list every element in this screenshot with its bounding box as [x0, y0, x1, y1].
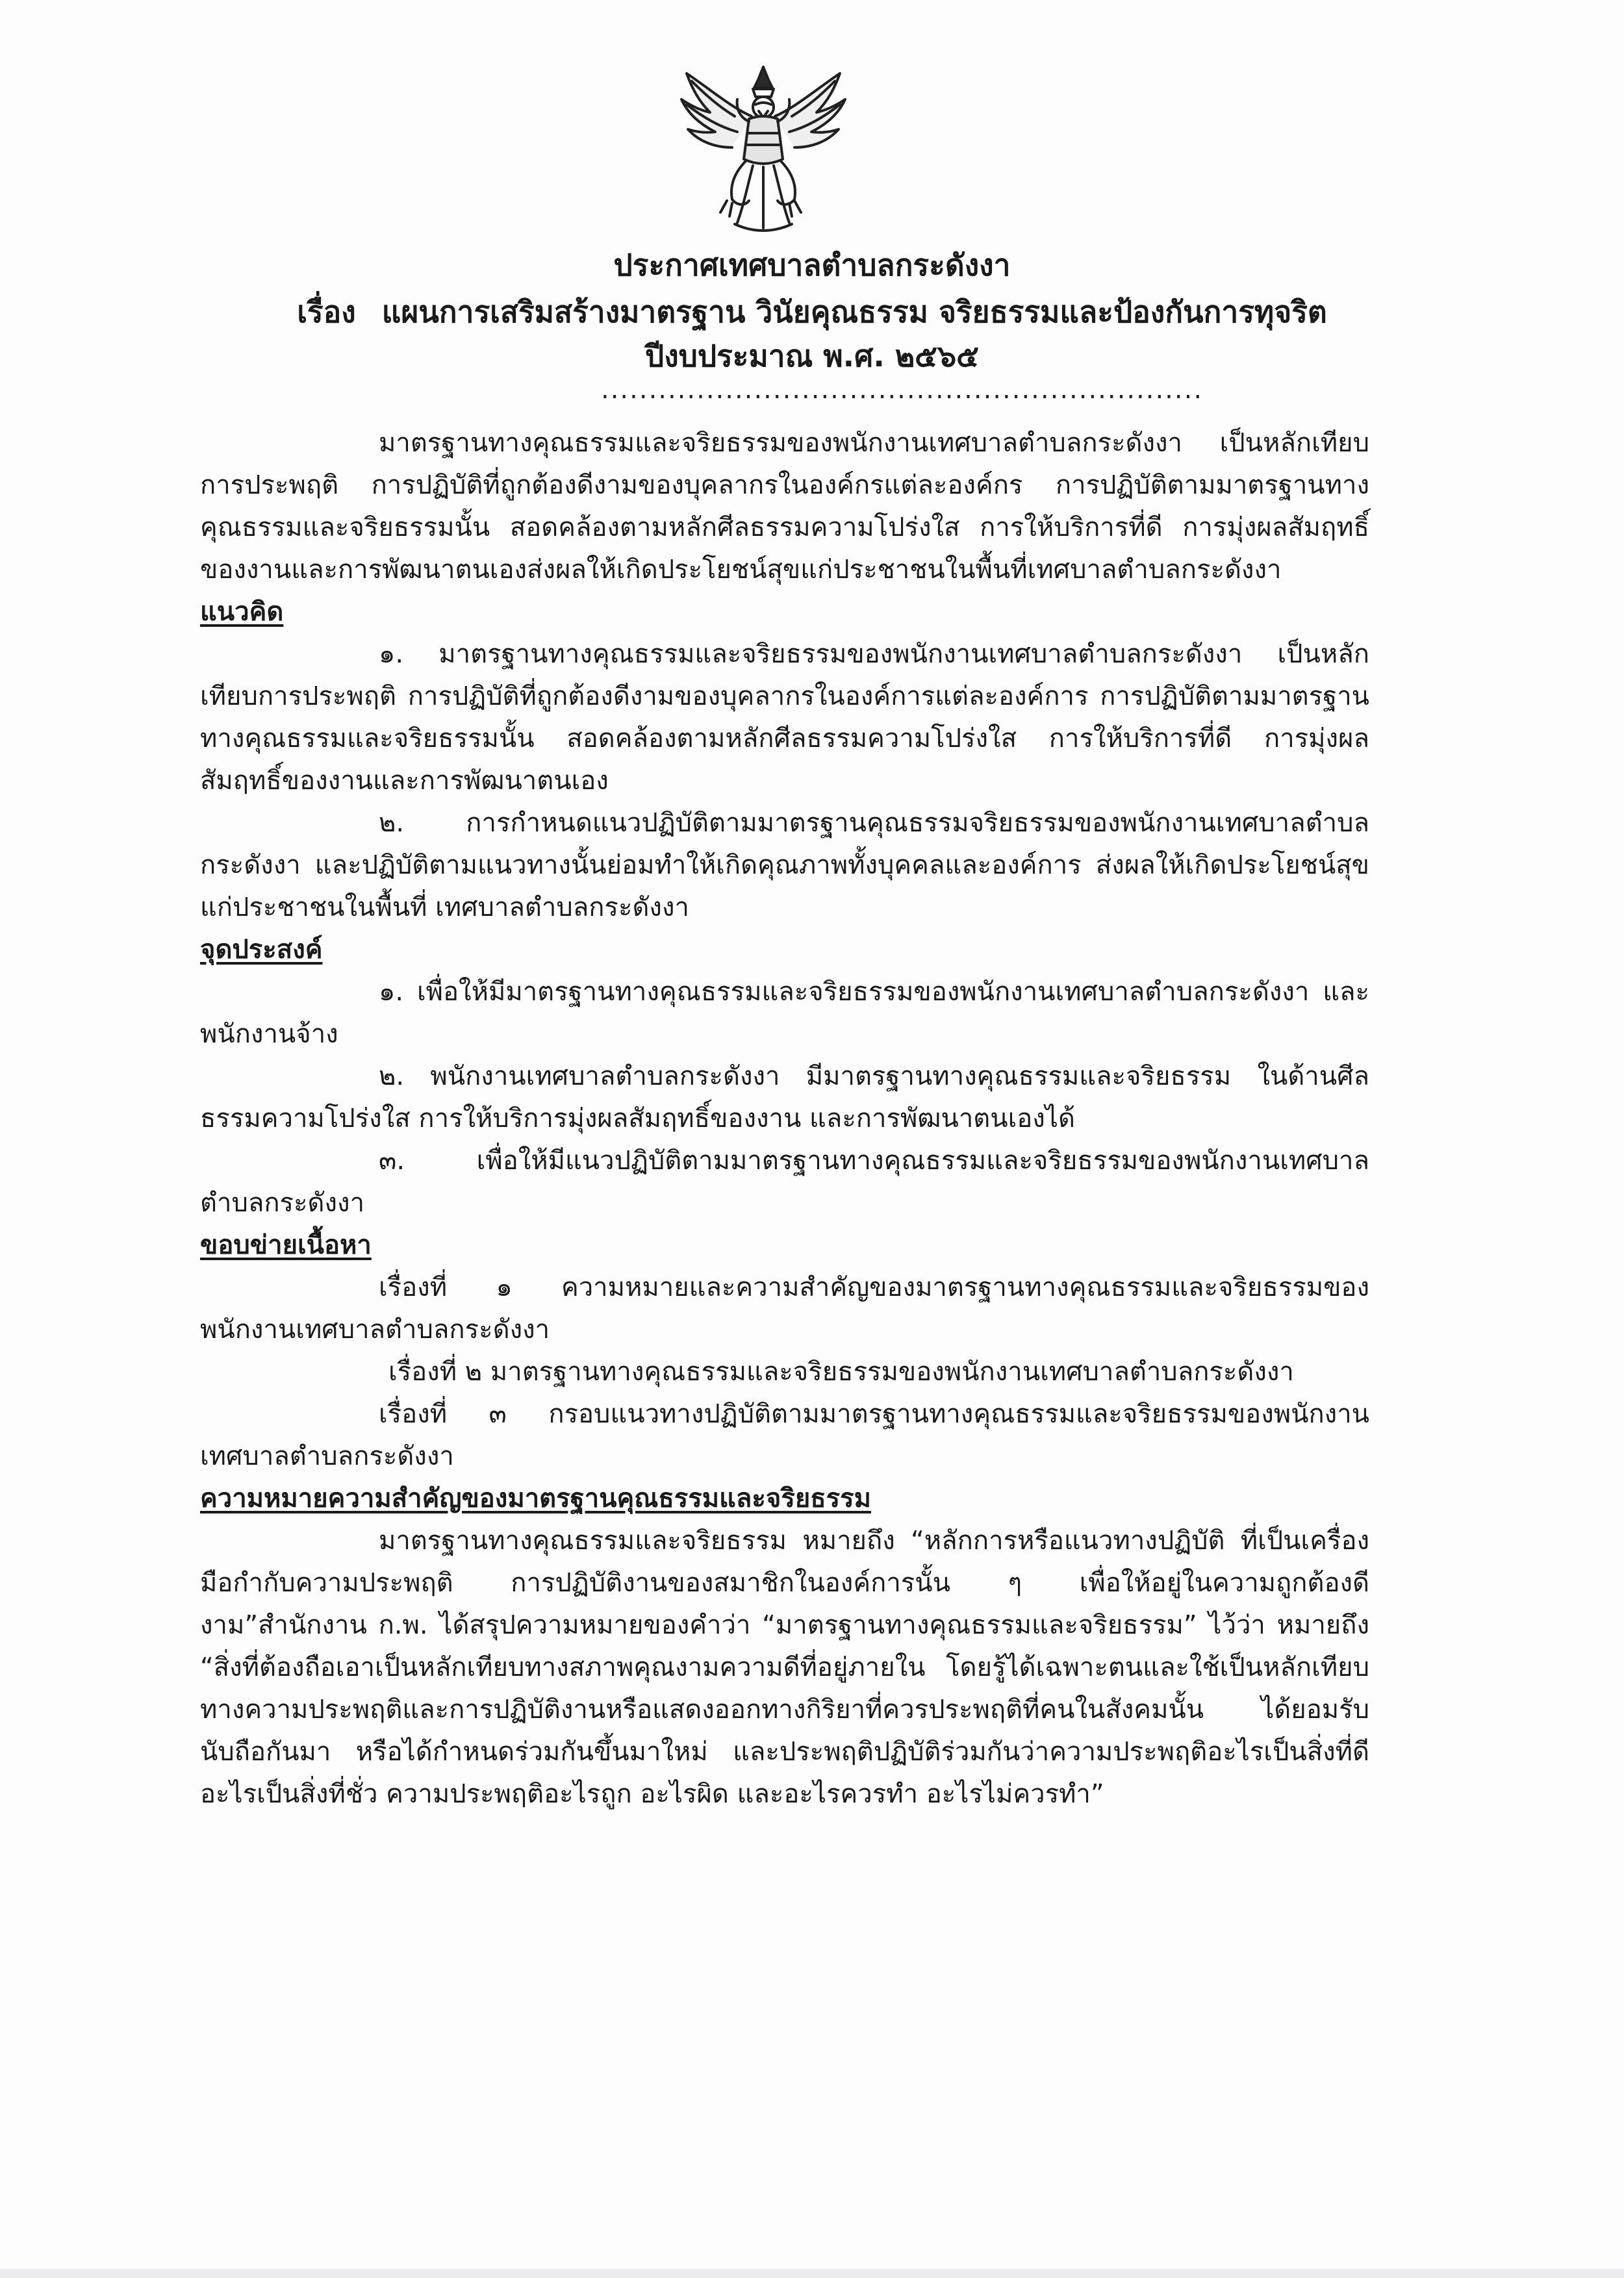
fiscal-year: ปีงบประมาณ พ.ศ. ๒๕๖๕ [645, 338, 979, 373]
scope-heading: ขอบข่ายเนื้อหา [200, 1230, 372, 1260]
scope-item-1: เรื่องที่ ๑ ความหมายและความสำคัญของมาตรฐานทางคุณธรรมและจริยธรรมของพนักงานเทศบาลตำบลกระดังงา [200, 1272, 1369, 1345]
announcement-title: ประกาศเทศบาลตำบลกระดังงา [613, 247, 1011, 283]
concept-item-2: ๒. การกำหนดแนวปฏิบัติตามมาตรฐานคุณธรรมจริยธรรมของพนักงานเทศบาลตำบลกระดังงา และปฏิบัติตามแนวทางนั้นย่อมทำให้เกิดคุณภาพทั้งบุคคลและองค์การ ส่งผลให้เกิดประโยชน์สุขแก่ประชาชนในพื้นที่ เทศบาลตำบลกระดังงา [200, 808, 1369, 922]
separator-line: ............................................................... [601, 375, 1204, 405]
garuda-emblem-icon [672, 62, 854, 237]
concept-heading: แนวคิด [200, 597, 284, 627]
objective-item-2: ๒. พนักงานเทศบาลตำบลกระดังงา มีมาตรฐานทางคุณธรรมและจริยธรรม ในด้านศีลธรรมความโปร่งใส การให้บริการมุ่งผลสัมฤทธิ์ของงาน และการพัฒนาตนเองได้ [200, 1061, 1369, 1133]
scope-item-2: เรื่องที่ ๒ มาตรฐานทางคุณธรรมและจริยธรรมของพนักงานเทศบาลตำบลกระดังงา [388, 1357, 1294, 1387]
meaning-heading: ความหมายความสำคัญของมาตรฐานคุณธรรมและจริยธรรม [200, 1484, 872, 1513]
document-body [200, 422, 1369, 1816]
subject-label: เรื่อง [297, 294, 356, 329]
scope-item-3: เรื่องที่ ๓ กรอบแนวทางปฏิบัติตามมาตรฐานทางคุณธรรมและจริยธรรมของพนักงานเทศบาลตำบลกระดังงา [200, 1399, 1369, 1471]
announcement-subject: แผนการเสริมสร้างมาตรฐาน วินัยคุณธรรม จริยธรรมและป้องกันการทุจริต [381, 294, 1327, 329]
objective-item-1: ๑. เพื่อให้มีมาตรฐานทางคุณธรรมและจริยธรรมของพนักงานเทศบาลตำบลกระดังงา และพนักงานจ้าง [200, 977, 1369, 1049]
objective-item-3: ๓. เพื่อให้มีแนวปฏิบัติตามมาตรฐานทางคุณธรรมและจริยธรรมของพนักงานเทศบาลตำบลกระดังงา [200, 1146, 1369, 1218]
intro-paragraph: มาตรฐานทางคุณธรรมและจริยธรรมของพนักงานเทศบาลตำบลกระดังงา เป็นหลักเทียบการประพฤติ การปฏิบัติที่ถูกต้องดีงามของบุคลากรในองค์กรแต่ละองค์กร การปฏิบัติตามมาตรฐานทางคุณธรรมและจริยธรรมนั้น สอดคล้องตามหลักศีลธรรมความโปร่งใส การให้บริการที่ดี การมุ่งผลสัมฤทธิ์ของงานและการพัฒนาตนเองส่งผลให้เกิดประโยชน์สุขแก่ประชาชนในพื้นที่เทศบาลตำบลกระดังงา [200, 428, 1369, 585]
announcement-subject-line [0, 292, 1624, 331]
concept-item-1: ๑. มาตรฐานทางคุณธรรมและจริยธรรมของพนักงานเทศบาลตำบลกระดังงา เป็นหลักเทียบการประพฤติ การปฏิบัติที่ถูกต้องดีงามของบุคลากรในองค์การแต่ละองค์การ การปฏิบัติตามมาตรฐานทางคุณธรรมและจริยธรรมนั้น สอดคล้องตามหลักศีลธรรมความโปร่งใส การให้บริการที่ดี การมุ่งผลสัมฤทธิ์ของงานและการพัฒนาตนเอง [200, 639, 1369, 796]
scan-bottom-edge [0, 2269, 1624, 2278]
meaning-paragraph: มาตรฐานทางคุณธรรมและจริยธรรม หมายถึง “หลักการหรือแนวทางปฏิบัติ ที่เป็นเครื่องมือกำกับความประพฤติ การปฏิบัติงานของสมาชิกในองค์การนั้น ๆ เพื่อให้อยู่ในความถูกต้องดีงาม”สำนักงาน ก.พ. ได้สรุปความหมายของคำว่า “มาตรฐานทางคุณธรรมและจริยธรรม” ไว้ว่า หมายถึง “สิ่งที่ต้องถือเอาเป็นหลักเทียบทางสภาพคุณงามความดีที่อยู่ภายใน โดยรู้ได้เฉพาะตนและใช้เป็นหลักเทียบทางความประพฤติและการปฏิบัติงานหรือแสดงออกทางกิริยาที่ควรประพฤติที่คนในสังคมนั้น ได้ยอมรับนับถือกันมา หรือได้กำหนดร่วมกันขึ้นมาใหม่ และประพฤติปฏิบัติร่วมกันว่าความประพฤติอะไรเป็นสิ่งที่ดี อะไรเป็นสิ่งที่ชั่ว ความประพฤติอะไรถูก อะไรผิด และอะไรควรทำ อะไรไม่ควรทำ” [200, 1526, 1369, 1809]
objectives-heading: จุดประสงค์ [200, 935, 323, 965]
